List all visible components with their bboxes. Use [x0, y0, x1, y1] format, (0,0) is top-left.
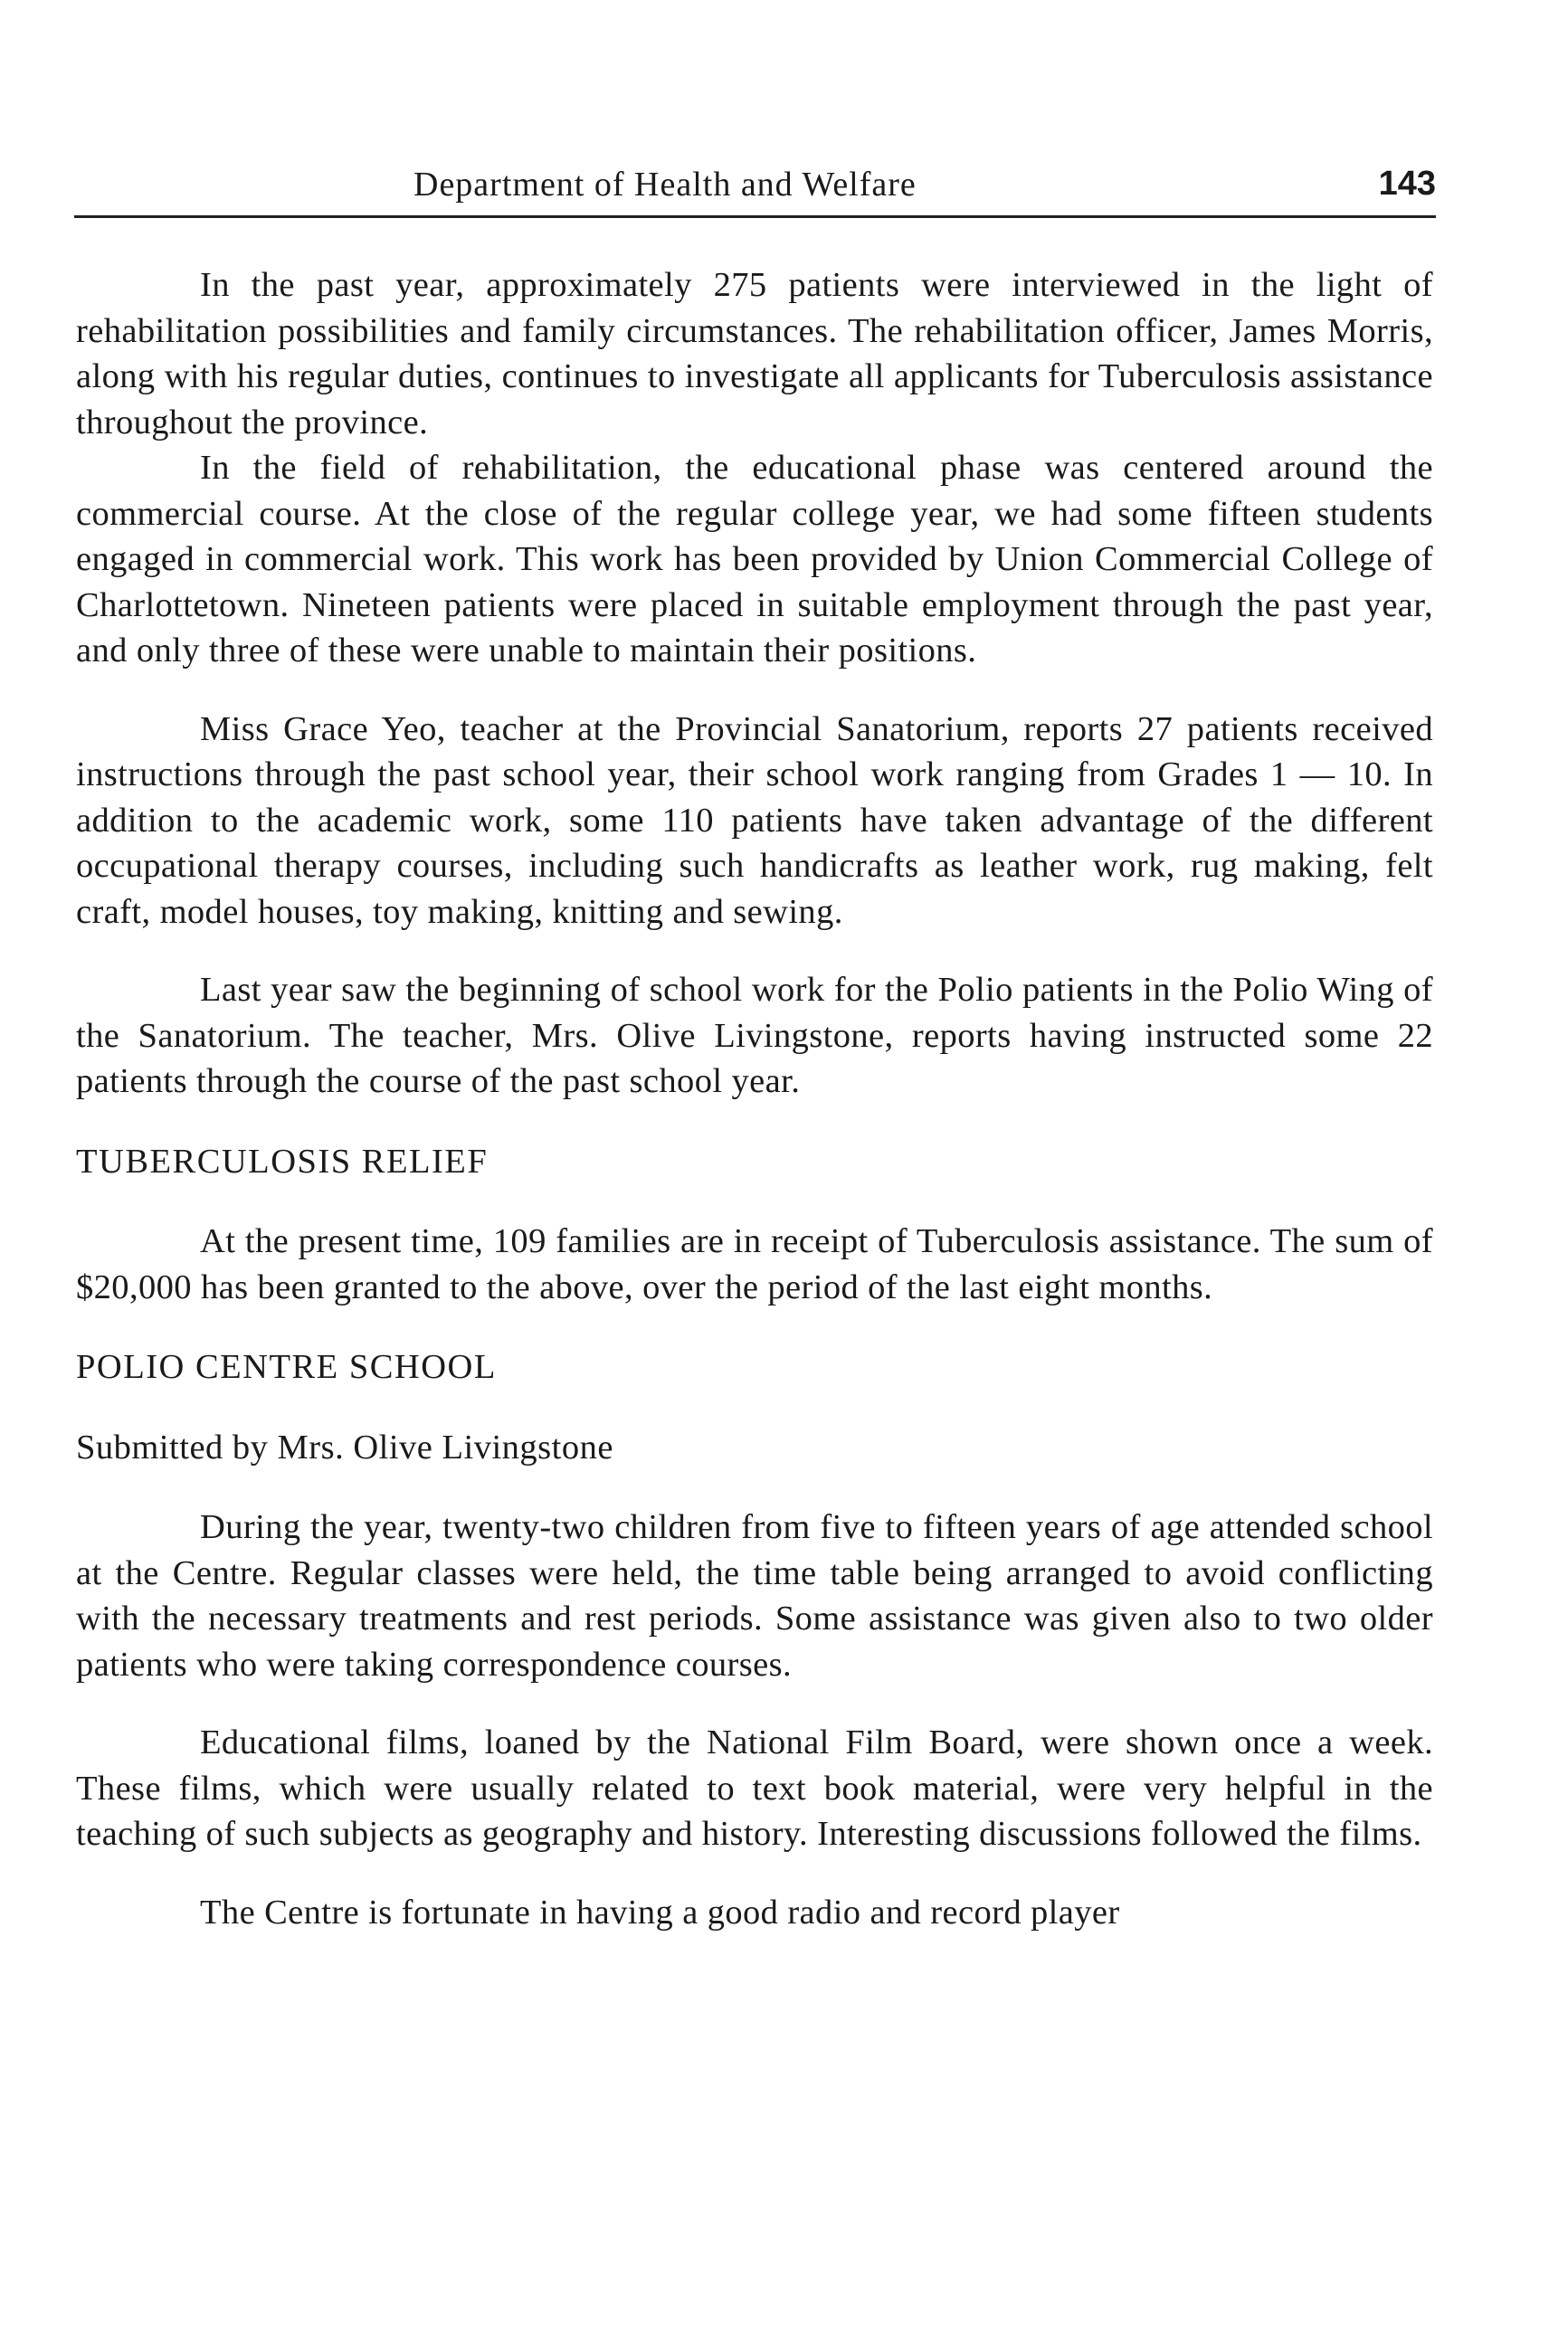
- page-header: [74, 161, 1436, 218]
- paragraph-radio-record-player: The Centre is fortunate in having a good radio and record player: [200, 1893, 1120, 1932]
- paragraph-centre-classes: During the year, twenty-two children from five to fifteen years of age attended school at the Centre. Regular classes were held, the time table being arranged to avoid conflicting with the necessary treatments and rest periods. Some assistance was given also to two older patients who were taking correspondence courses.: [76, 1508, 1433, 1684]
- section-heading-polio-centre-school: POLIO CENTRE SCHOOL: [76, 1348, 497, 1386]
- page-body: [76, 262, 1433, 1935]
- section-heading-tuberculosis-relief: TUBERCULOSIS RELIEF: [76, 1142, 489, 1181]
- paragraph-educational-films: Educational films, loaned by the National Film Board, were shown once a week. These films, which were usually related to text book material, were very helpful in the teaching of such subjects as geography and history. Interesting discussions followed the films.: [76, 1723, 1433, 1853]
- paragraph-rehabilitation-education: In the field of rehabilitation, the educational phase was centered around the commercial course. At the close of the regular college year, we had some fifteen students engaged in commercial work. This work has been provided by Union Commercial College of Charlottetown. Nineteen patients were placed in suitable employment through the past year, and only three of these were unable to maintain their positions.: [76, 449, 1433, 669]
- paragraph-polio-wing: Last year saw the beginning of school work for the Polio patients in the Polio Wing of the Sanatorium. The teacher, Mrs. Olive Livingstone, reports having instructed some 22 patients through the course of the past school year.: [76, 971, 1433, 1100]
- byline: Submitted by Mrs. Olive Livingstone: [76, 1428, 613, 1467]
- paragraph-rehabilitation-interviews: In the past year, approximately 275 patients were interviewed in the light of rehabilitation possibilities and family circumstances. The rehabilitation officer, James Morris, along with his regular duties, continues to investigate all applicants for Tuberculosis assistance throughout the province.: [76, 266, 1433, 441]
- running-title: Department of Health and Welfare: [413, 166, 917, 204]
- paragraph-sanatorium-teacher: Miss Grace Yeo, teacher at the Provincial Sanatorium, reports 27 patients received instructions through the past school year, their school work ranging from Grades 1 — 10. In addition to the academic work, some 110 patients have taken advantage of the different occupational therapy courses, including such handicrafts as leather work, rug making, felt craft, model houses, toy making, knitting and sewing.: [76, 709, 1433, 931]
- page-number: 143: [1378, 165, 1436, 203]
- paragraph-tuberculosis-relief: At the present time, 109 families are in receipt of Tuberculosis assistance. The sum of $20,000 has been granted to the above, over the period of the last eight months.: [76, 1222, 1433, 1306]
